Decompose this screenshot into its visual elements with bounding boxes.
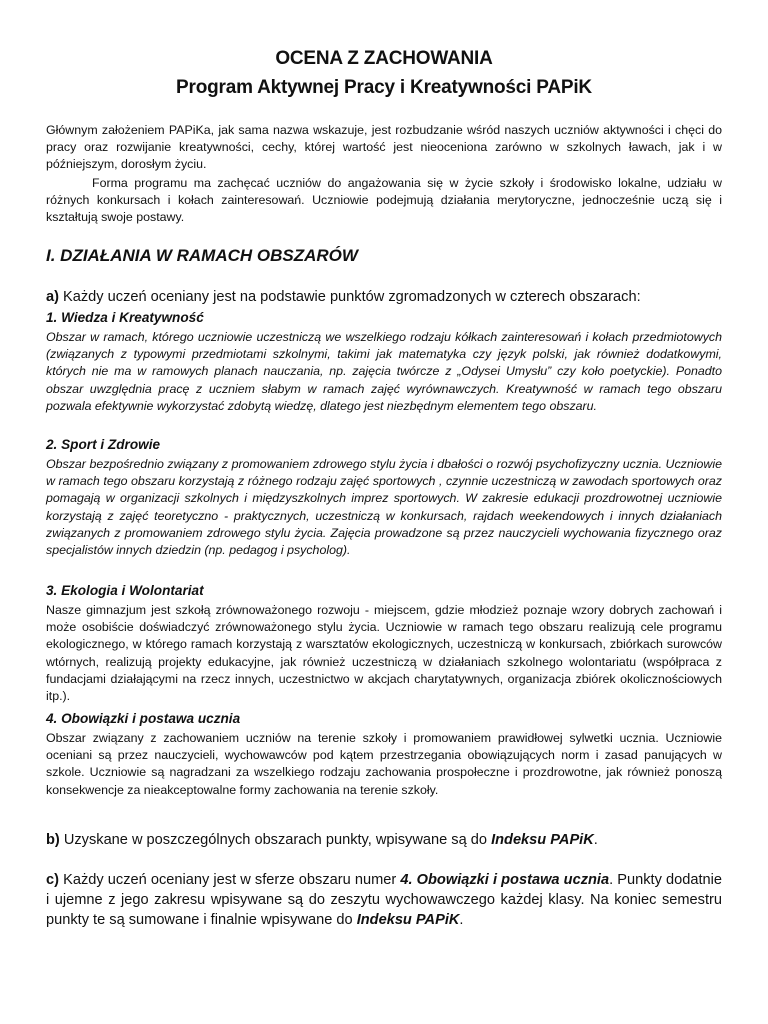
point-c-end: .: [459, 912, 464, 928]
point-c: [46, 870, 722, 930]
intro-paragraph-2: Forma programu ma zachęcać uczniów do angażowania się w życie szkoły i środowisko lokalne, udziału w różnych konkursach i kołach zainteresowań. Uczniowie podejmują działania merytoryczne, jednocześnie uczą się i kształtują swoje postawy.: [46, 176, 722, 225]
point-a-text: Każdy uczeń oceniany jest na podstawie punktów zgromadzonych w czterech obszarach:: [58, 289, 641, 305]
point-b-end: .: [593, 832, 598, 848]
point-a: [46, 287, 722, 307]
section-heading: I. DZIAŁANIA W RAMACH OBSZARÓW: [46, 246, 358, 265]
area-2-text: Obszar bezpośrednio związany z promowaniem zdrowego stylu życia i dbałości o rozwój psychofizyczny ucznia. Uczniowie w ramach tego obszaru korzystają z różnego rodzaju zajęć sportowych , czynnie uczestniczą w zawodach sportowych oraz pomagają w organizacji szkolnych i międzyszkolnych imprez sportowych. W zakresie edukacji prozdrowotnej uczniowie korzystają z zajęć teoretyczno - praktycznych, uczestniczą w konkursach, rajdach weekendowych i innych działaniach związanych z promowaniem zdrowego stylu życia. Zajęcia prowadzone są przez nauczycieli wychowania fizycznego oraz specjalistów innych dziedzin (np. pedagog i psycholog).: [46, 457, 722, 558]
area-3-title: 3. Ekologia i Wolontariat: [46, 583, 204, 598]
area-3-text: Nasze gimnazjum jest szkołą zrównoważonego rozwoju - miejscem, gdzie młodzież poznaje wzory dobrych zachowań i może osobiście doświadczyć zrównoważonego stylu życia. Uczniowie w ramach tego obszaru realizują cele programu ekologicznego, w którego ramach korzystają z warsztatów ekologicznych, uczestniczą w konkursach, zbiórkach surowców wtórnych, realizują projekty edukacyjne, jak również uczestniczą w działaniach szkolnego wolontariatu (współpraca z fundacjami działającymi na rzecz innych, uczestnictwo w akcjach charytatywnych, organizacja zbiórek okolicznościowych itp.).: [46, 603, 722, 704]
area-4-text: Obszar związany z zachowaniem uczniów na terenie szkoły i promowaniem prawidłowej sylwetki ucznia. Uczniowie oceniani są przez nauczycieli, wychowawców pod kątem przestrzegania obowiązujących norm i zasad panujących w szkole. Uczniowie są nagradzani za wszelkiego rodzaju zachowania prospołeczne i prozdrowotne, jak również ponoszą konsekwencje za nieakceptowalne formy zachowania na terenie szkoły.: [46, 731, 722, 797]
point-c-emphasis-2: Indeksu PAPiK: [356, 912, 460, 928]
point-b-emphasis: Indeksu PAPiK: [491, 832, 594, 848]
document-subtitle: Program Aktywnej Pracy i Kreatywności PAPiK: [176, 77, 592, 98]
point-c-text-1: Każdy uczeń oceniany jest w sferze obszaru numer: [58, 872, 401, 888]
point-c-text-2: . Punkty dodatnie i ujemne z jego zakresu wpisywane są do zeszytu wychowawczego każdej klasy. Na koniec semestru punkty te są sumowane i finalnie wpisywane do: [46, 872, 723, 928]
intro-paragraph-1: Głównym założeniem PAPiKa, jak sama nazwa wskazuje, jest rozbudzanie wśród naszych uczniów aktywności i chęci do pracy oraz rozwijanie kreatywności, cechy, której wartość jest nieoceniona zarówno w szkolnych ławach, jak i w późniejszym, dorosłym życiu.: [46, 123, 722, 172]
area-4-title: 4. Obowiązki i postawa ucznia: [46, 711, 241, 726]
point-c-emphasis-1: 4. Obowiązki i postawa ucznia: [400, 872, 610, 888]
area-2-title: 2. Sport i Zdrowie: [46, 437, 161, 452]
point-b-marker: b): [46, 832, 60, 848]
point-b: [46, 830, 722, 850]
document-title: OCENA Z ZACHOWANIA: [275, 48, 493, 69]
point-c-marker: c): [46, 872, 59, 888]
area-1-title: 1. Wiedza i Kreatywność: [46, 310, 204, 325]
point-b-text: Uzyskane w poszczególnych obszarach punkty, wpisywane są do: [59, 832, 492, 848]
point-a-marker: a): [46, 289, 59, 305]
area-1-text: Obszar w ramach, którego uczniowie uczestniczą we wszelkiego rodzaju kółkach zainteresowań i kołach przedmiotowych (związanych z typowymi przedmiotami szkolnymi, takimi jak matematyka czy język polski, jak również dodatkowymi, których nie ma w ramowych planach nauczania, np. zajęcia twórcze z „Odysei Umysłu” czy koło poetyckie). Ponadto obszar uwzględnia pracę z uczniem słabym w ramach zajęć wyrównawczych. Kreatywność w ramach tego obszaru pozwala efektywnie wykorzystać zdobytą wiedzę, dlatego jest niezbędnym elementem tego obszaru.: [46, 330, 722, 413]
